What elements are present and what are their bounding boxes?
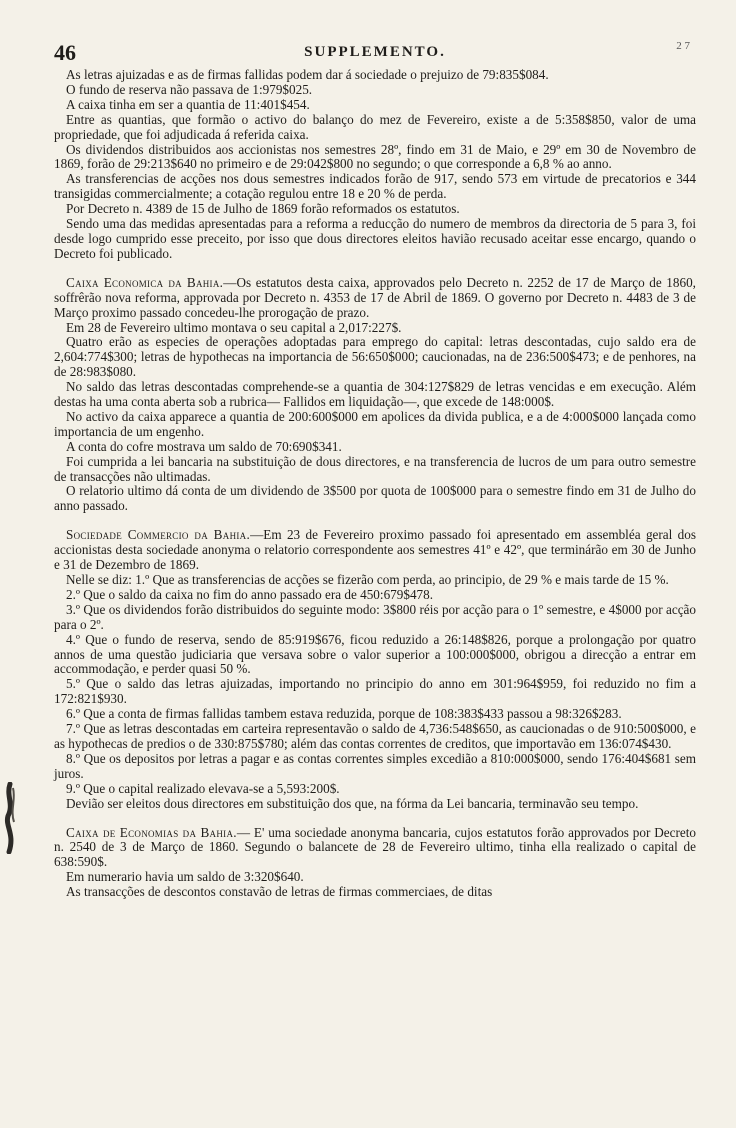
paragraph: Entre as quantias, que formão o activo do balanço do mez de Fevereiro, existe a de 5:358$850, valor de uma propriedade, que foi adjudicada á referida caixa. [54, 111, 696, 142]
paragraph: As transacções de descontos constavão de letras de firmas commerciaes, de ditas [66, 884, 493, 900]
section-sociedade-commercio [54, 528, 696, 573]
section-heading: Caixa Economica da Bahia. [66, 274, 224, 290]
paragraph: Em 28 de Fevereiro ultimo montava o seu capital a 2,017:227$. [66, 319, 402, 335]
section-caixa-economica [54, 276, 696, 321]
binding-mark-icon [4, 782, 18, 854]
paragraph: 9.º Que o capital realizado elevava-se a 5,593:200$. [66, 780, 340, 796]
paragraph: No activo da caixa apparece a quantia de 200:600$000 em apolices da divida publica, e a de 4:000$000 lançada como importancia de um engenho. [54, 408, 696, 439]
paragraph: As transferencias de acções nos dous semestres indicados forão de 917, sendo 573 em virtude de precatorios e 344 transigidas commercialmente; a cotação regulou entre 18 e 20 % de perda. [54, 171, 696, 202]
paragraph: No saldo das letras descontadas comprehende-se a quantia de 304:127$829 de letras vencidas e em execução. Além destas ha uma conta aberta sob a rubrica— Fallidos em liquidação—, que excede de 148:000$. [54, 379, 696, 410]
section-intro: —Em 23 de Fevereiro proximo passado foi apresentado em assembléa geral dos accionistas desta sociedade anonyma o relatorio correspondente aos semestres 41º e 42º, que terminárão em 30 de Junho e 31 de Dezembro de 1869. [54, 527, 696, 573]
section-intro: — E' uma sociedade anonyma bancaria, cujos estatutos forão approvados por Decreto n. 2540 de 3 de Março de 1860. Segundo o balancete de 28 de Fevereiro ultimo, tinha ella realizado o capital de 638:590$. [54, 824, 696, 870]
paragraph: Foi cumprida a lei bancaria na substituição de dous directores, e na transferencia de lucros de um para outro semestre de transacções não ultimadas. [54, 453, 696, 484]
paragraph: 7.º Que as letras descontadas em carteira representavão o saldo de 4,736:548$650, as caucionadas o de 910:500$000, e as hypothecas de predios o de 330:875$780; além das contas correntes de creditos, que importavão em 136:074$430. [54, 721, 696, 751]
paragraph: Sendo uma das medidas apresentadas para a reforma a reducção do numero de membros da directoria de 5 para 3, foi desde logo cumprido esse preceito, por isso que dous directores eleitos havião recusado aceitar esse encargo, quando o Decreto foi publicado. [54, 216, 696, 261]
page-header [54, 40, 696, 66]
paragraph: A caixa tinha em ser a quantia de 11:401$454. [66, 96, 310, 112]
paragraph: 5.º Que o saldo das letras ajuizadas, importando no principio do anno em 301:964$959, foi reduzido no fim a 172:821$930. [54, 676, 696, 707]
paragraph: 6.º Que a conta de firmas fallidas tambem estava reduzida, porque de 108:383$433 passou a 98:326$283. [66, 706, 622, 722]
paragraph: Quatro erão as especies de operações adoptadas para emprego do capital: letras descontadas, cujo saldo era de 2,604:774$300; letras de hypothecas na importancia de 56:650$000; caucionadas, na de 236:500$473; e de penhores, na de 28:983$080. [54, 334, 696, 380]
section-heading: Caixa de Economias da Bahia. [66, 824, 237, 840]
paragraph: O fundo de reserva não passava de 1:979$025. [66, 81, 313, 97]
paragraph: O relatorio ultimo dá conta de um dividendo de 3$500 por quota de 100$000 para o semestre findo em 31 de Julho do anno passado. [54, 483, 696, 514]
paragraph: A conta do cofre mostrava um saldo de 70:690$341. [66, 438, 342, 454]
paragraph: Nelle se diz: 1.º Que as transferencias de acções se fizerão com perda, ao principio, de 29 % e mais tarde de 15 %. [66, 572, 669, 587]
body-text [54, 68, 696, 900]
section-caixa-economias [54, 826, 696, 871]
paragraph: Por Decreto n. 4389 de 15 de Julho de 1869 forão reformados os estatutos. [66, 201, 460, 217]
corner-mark: 2 7 [676, 40, 690, 52]
paragraph: 3.º Que os dividendos forão distribuidos do seguinte modo: 3$800 réis por acção para o 1º semestre, e 4$000 por acção para o 2º. [54, 601, 696, 632]
page-number: 46 [54, 40, 76, 65]
paragraph: As letras ajuizadas e as de firmas fallidas podem dar á sociedade o prejuizo de 79:835$084. [66, 67, 549, 82]
paragraph: Devião ser eleitos dous directores em substituição dos que, na fórma da Lei bancaria, terminavão seu tempo. [66, 795, 639, 811]
paragraph: 4.º Que o fundo de reserva, sendo de 85:919$676, ficou reduzido a 26:148$826, porque a prolongação por quatro annos de uma questão judiciaria que versava sobre o valor superior a 100:000$000, obrigou a direcção a entrar em accommodação, e perder quasi 50 %. [54, 631, 696, 677]
paragraph: Em numerario havia um saldo de 3:320$640. [66, 869, 304, 885]
paragraph: Os dividendos distribuidos aos accionistas nos semestres 28º, findo em 31 de Maio, e 29º em 30 de Novembro de 1869, forão de 29:213$640 no primeiro e de 29:042$800 no segundo; o que corresponde a 6,8 % ao anno. [54, 141, 696, 172]
section-heading: Sociedade Commercio da Bahia. [66, 527, 251, 543]
paragraph: 8.º Que os depositos por letras a pagar e as contas correntes simples excedião a 810:000$000, sendo 176:404$681 sem juros. [54, 750, 696, 781]
running-title: SUPPLEMENTO. [304, 44, 446, 60]
paragraph: 2.º Que o saldo da caixa no fim do anno passado era de 450:679$478. [66, 586, 434, 602]
section-intro: —Os estatutos desta caixa, approvados pelo Decreto n. 2252 de 17 de Março de 1860, soffrêrão nova reforma, approvada por Decreto n. 4353 de 17 de Abril de 1869. O governo por Decreto n. 4483 de 3 de Março proximo passado concedeu-lhe prorogação de prazo. [54, 274, 696, 320]
